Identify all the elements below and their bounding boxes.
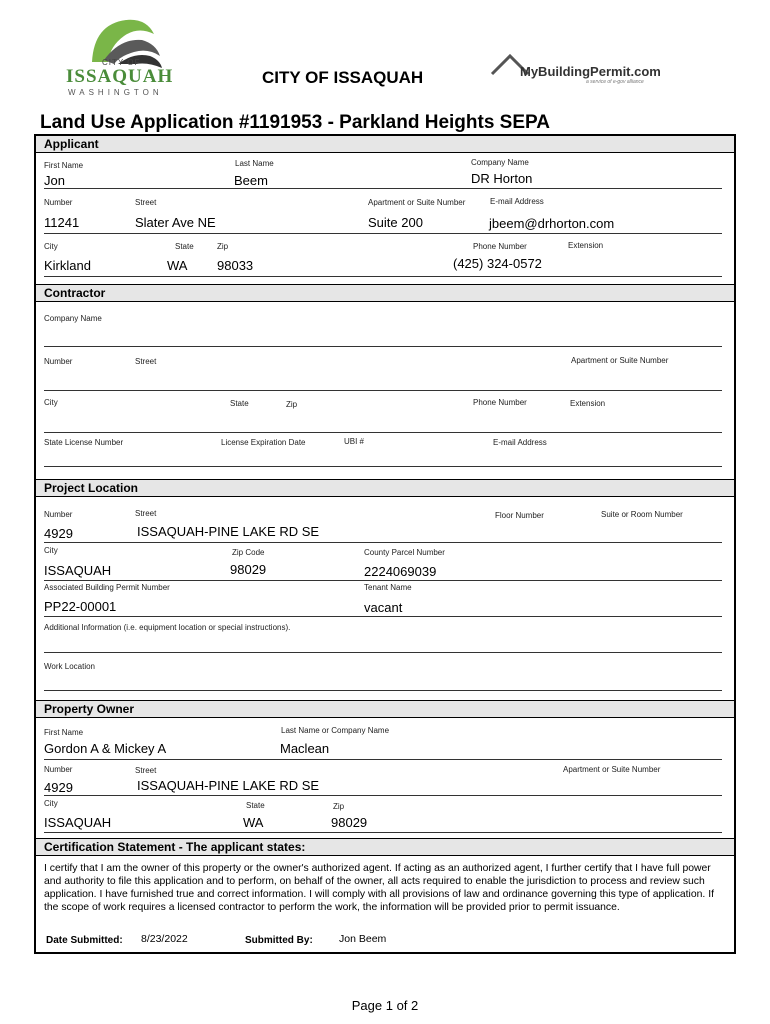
project-tenant-label: Tenant Name bbox=[364, 583, 412, 592]
applicant-phone[interactable]: (425) 324-0572 bbox=[453, 256, 542, 271]
date-submitted-label: Date Submitted: bbox=[46, 935, 123, 946]
applicant-row2-rule bbox=[44, 233, 722, 234]
applicant-number[interactable]: 11241 bbox=[44, 215, 80, 230]
project-zip[interactable]: 98029 bbox=[230, 562, 267, 577]
applicant-city[interactable]: Kirkland bbox=[44, 258, 91, 273]
contractor-email-label: E-mail Address bbox=[493, 438, 547, 447]
section-project-location: Project Location bbox=[36, 479, 734, 497]
contractor-license-label: State License Number bbox=[44, 438, 124, 447]
owner-row2-rule bbox=[44, 795, 722, 796]
mbp-logo bbox=[490, 52, 660, 92]
applicant-number-label: Number bbox=[44, 198, 73, 207]
applicant-last-name-label: Last Name bbox=[235, 159, 274, 168]
owner-number[interactable]: 4929 bbox=[44, 780, 73, 795]
main-title: Land Use Application #1191953 - Parkland Heights SEPA bbox=[40, 112, 551, 133]
owner-zip-label: Zip bbox=[333, 802, 345, 811]
applicant-company[interactable]: DR Horton bbox=[471, 171, 533, 186]
date-submitted: 8/23/2022 bbox=[141, 933, 188, 945]
mbp-tagline: a service of e-gov alliance bbox=[586, 79, 644, 85]
project-zip-label: Zip Code bbox=[232, 548, 265, 557]
project-permit-label: Associated Building Permit Number bbox=[44, 583, 170, 592]
contractor-row1-rule[interactable] bbox=[44, 346, 722, 347]
project-street[interactable]: ISSAQUAH-PINE LAKE RD SE bbox=[137, 524, 320, 539]
section-property-owner: Property Owner bbox=[36, 700, 734, 718]
section-applicant: Applicant bbox=[36, 135, 734, 153]
project-work-label: Work Location bbox=[44, 662, 95, 671]
contractor-row4-rule[interactable] bbox=[44, 466, 722, 467]
logo-city-of: CITY OF bbox=[102, 58, 141, 67]
applicant-apt[interactable]: Suite 200 bbox=[368, 215, 423, 230]
contractor-license-exp-label: License Expiration Date bbox=[221, 438, 306, 447]
owner-first-label: First Name bbox=[44, 728, 84, 737]
contractor-phone-label: Phone Number bbox=[473, 398, 527, 407]
applicant-apt-label: Apartment or Suite Number bbox=[368, 198, 466, 207]
applicant-state[interactable]: WA bbox=[167, 258, 188, 273]
applicant-street-label: Street bbox=[135, 198, 157, 207]
applicant-email-label: E-mail Address bbox=[490, 197, 544, 206]
applicant-phone-label: Phone Number bbox=[473, 242, 527, 251]
submitted-by-label: Submitted By: bbox=[245, 935, 313, 946]
header-title: CITY OF ISSAQUAH bbox=[262, 68, 424, 87]
city-logo bbox=[64, 14, 174, 100]
contractor-number-label: Number bbox=[44, 357, 73, 366]
applicant-zip-label: Zip bbox=[217, 242, 229, 251]
contractor-row3-rule[interactable] bbox=[44, 432, 722, 433]
project-city[interactable]: ISSAQUAH bbox=[44, 563, 112, 578]
applicant-zip[interactable]: 98033 bbox=[217, 258, 254, 273]
applicant-email[interactable]: jbeem@drhorton.com bbox=[489, 216, 615, 231]
contractor-city-label: City bbox=[44, 398, 58, 407]
owner-street-label: Street bbox=[135, 766, 157, 775]
owner-state[interactable]: WA bbox=[243, 815, 264, 830]
project-floor-label: Floor Number bbox=[495, 511, 544, 520]
applicant-first-name-label: First Name bbox=[44, 161, 84, 170]
project-permit[interactable]: PP22-00001 bbox=[44, 599, 117, 614]
project-number-label: Number bbox=[44, 510, 73, 519]
owner-row1-rule bbox=[44, 759, 722, 760]
project-row4-rule[interactable] bbox=[44, 652, 722, 653]
applicant-company-label: Company Name bbox=[471, 158, 529, 167]
contractor-company-label: Company Name bbox=[44, 314, 102, 323]
contractor-ubi-label: UBI # bbox=[344, 437, 365, 446]
owner-city[interactable]: ISSAQUAH bbox=[44, 815, 112, 830]
owner-last-label: Last Name or Company Name bbox=[281, 726, 390, 735]
section-contractor: Contractor bbox=[36, 284, 734, 302]
owner-row3-rule bbox=[44, 832, 722, 833]
page-number: Page 1 of 2 bbox=[351, 998, 419, 1013]
owner-city-label: City bbox=[44, 799, 58, 808]
applicant-city-label: City bbox=[44, 242, 58, 251]
contractor-street-label: Street bbox=[135, 357, 157, 366]
applicant-row1-rule bbox=[44, 188, 722, 189]
owner-state-label: State bbox=[246, 801, 265, 810]
owner-number-label: Number bbox=[44, 765, 73, 774]
applicant-state-label: State bbox=[175, 242, 194, 251]
owner-apt-label: Apartment or Suite Number bbox=[563, 765, 661, 774]
project-city-label: City bbox=[44, 546, 58, 555]
project-parcel[interactable]: 2224069039 bbox=[364, 564, 437, 579]
owner-last[interactable]: Maclean bbox=[280, 741, 330, 756]
project-row5-rule[interactable] bbox=[44, 690, 722, 691]
owner-street[interactable]: ISSAQUAH-PINE LAKE RD SE bbox=[137, 778, 320, 793]
section-certification: Certification Statement - The applicant states: bbox=[36, 838, 734, 856]
applicant-first-name[interactable]: Jon bbox=[44, 173, 65, 188]
project-street-label: Street bbox=[135, 509, 157, 518]
applicant-row3-rule bbox=[44, 276, 722, 277]
applicant-street[interactable]: Slater Ave NE bbox=[135, 215, 216, 230]
project-info-label: Additional Information (i.e. equipment location or special instructions). bbox=[44, 623, 291, 632]
contractor-ext-label: Extension bbox=[570, 399, 606, 408]
logo-name: ISSAQUAH bbox=[66, 66, 174, 87]
project-row1-rule bbox=[44, 542, 722, 543]
applicant-last-name[interactable]: Beem bbox=[234, 173, 268, 188]
contractor-state-label: State bbox=[230, 399, 249, 408]
applicant-ext-label: Extension bbox=[568, 241, 604, 250]
contractor-zip-label: Zip bbox=[286, 400, 298, 409]
certification-text: I certify that I am the owner of this property or the owner's authorized agent. If acting as an authorized agent, I further certify that I have full power and authority to file this application and to perform, on behalf of the owner, all acts required to enable the jurisdiction to process and review such application. I have furnished true and correct information. I will comply with all provisions of law and ordinance governing this type of application. If the scope of work requires a licensed contractor to perform the work, the information will be provided prior to permit issuance. bbox=[44, 863, 714, 913]
contractor-apt-label: Apartment or Suite Number bbox=[571, 356, 669, 365]
project-number[interactable]: 4929 bbox=[44, 526, 73, 541]
project-suite-label: Suite or Room Number bbox=[601, 510, 683, 519]
project-tenant[interactable]: vacant bbox=[364, 600, 403, 615]
project-row2-rule bbox=[44, 580, 722, 581]
form-frame bbox=[34, 134, 736, 954]
contractor-row2-rule[interactable] bbox=[44, 390, 722, 391]
mbp-logo-text: MyBuildingPermit.com bbox=[520, 64, 661, 79]
submitted-by: Jon Beem bbox=[339, 933, 387, 945]
owner-first[interactable]: Gordon A & Mickey A bbox=[44, 741, 167, 756]
project-row3-rule bbox=[44, 616, 722, 617]
project-parcel-label: County Parcel Number bbox=[364, 548, 445, 557]
logo-state: WASHINGTON bbox=[68, 88, 163, 97]
owner-zip[interactable]: 98029 bbox=[331, 815, 368, 830]
